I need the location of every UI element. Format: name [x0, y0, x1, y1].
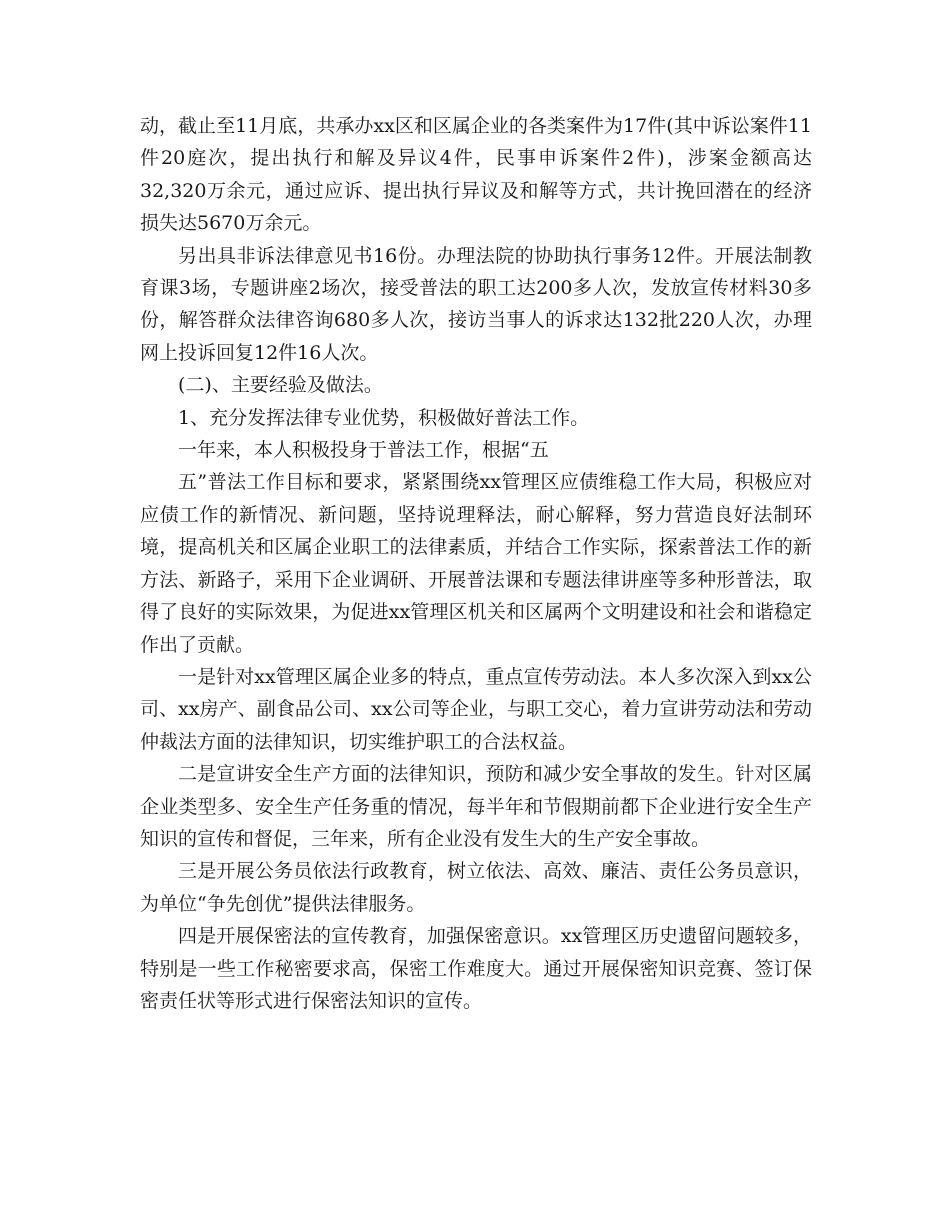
paragraph-safety-law: 二是宣讲安全生产方面的法律知识，预防和减少安全事故的发生。针对区属企业类型多、安全生产任务重的情况，每半年和节假期前都下企业进行安全生产知识的宣传和督促，三年来，所有企业没有发生大的生产安全事故。 [140, 763, 812, 850]
paragraph-case-summary: 动，截止至11月底，共承办xx区和区属企业的各类案件为17件(其中诉讼案件11件20庭次，提出执行和解及异议4件，民事申诉案件2件)，涉案金额高达32,320万余元，通过应诉、提出执行异议及和解等方式，共计挽回潜在的经济损失达5670万余元。 [140, 115, 812, 235]
paragraph-intro-line: 一年来，本人积极投身于普法工作，根据“五 [178, 439, 549, 462]
section-heading-experience: (二)、主要经验及做法。 [178, 374, 383, 397]
paragraph-pufa-work: 五”普法工作目标和要求，紧紧围绕xx管理区应债维稳工作大局，积极应对应债工作的新情况、新问题，坚持说理释法，耐心解释，努力营造良好法制环境，提高机关和区属企业职工的法律素质，并结合工作实际，探索普法工作的新方法、新路子，采用下企业调研、开展普法课和专题法律讲座等多种形普法，取得了良好的实际效果，为促进xx管理区机关和区属两个文明建设和社会和谐稳定作出了贡献。 [140, 471, 812, 656]
subheading-legal-advantage: 1、充分发挥法律专业优势，积极做好普法工作。 [178, 406, 590, 429]
document-body [140, 110, 812, 1017]
paragraph-legal-opinions: 另出具非诉法律意见书16份。办理法院的协助执行事务12件。开展法制教育课3场，专题讲座2场次，接受普法的职工达200多人次，发放宣传材料30多份，解答群众法律咨询680多人次，接访当事人的诉求达132批220人次，办理网上投诉回复12件16人次。 [140, 244, 812, 364]
paragraph-labor-law: 一是针对xx管理区属企业多的特点，重点宣传劳动法。本人多次深入到xx公司、xx房产、副食品公司、xx公司等企业，与职工交心，着力宣讲劳动法和劳动仲裁法方面的法律知识，切实维护职工的合法权益。 [140, 665, 812, 753]
paragraph-civil-servant: 三是开展公务员依法行政教育，树立依法、高效、廉洁、责任公务员意识，为单位“争先创优”提供法律服务。 [140, 860, 812, 915]
paragraph-secrecy-law: 四是开展保密法的宣传教育，加强保密意识。xx管理区历史遗留问题较多，特别是一些工作秘密要求高，保密工作难度大。通过开展保密知识竞赛、签订保密责任状等形式进行保密法知识的宣传。 [140, 925, 812, 1012]
